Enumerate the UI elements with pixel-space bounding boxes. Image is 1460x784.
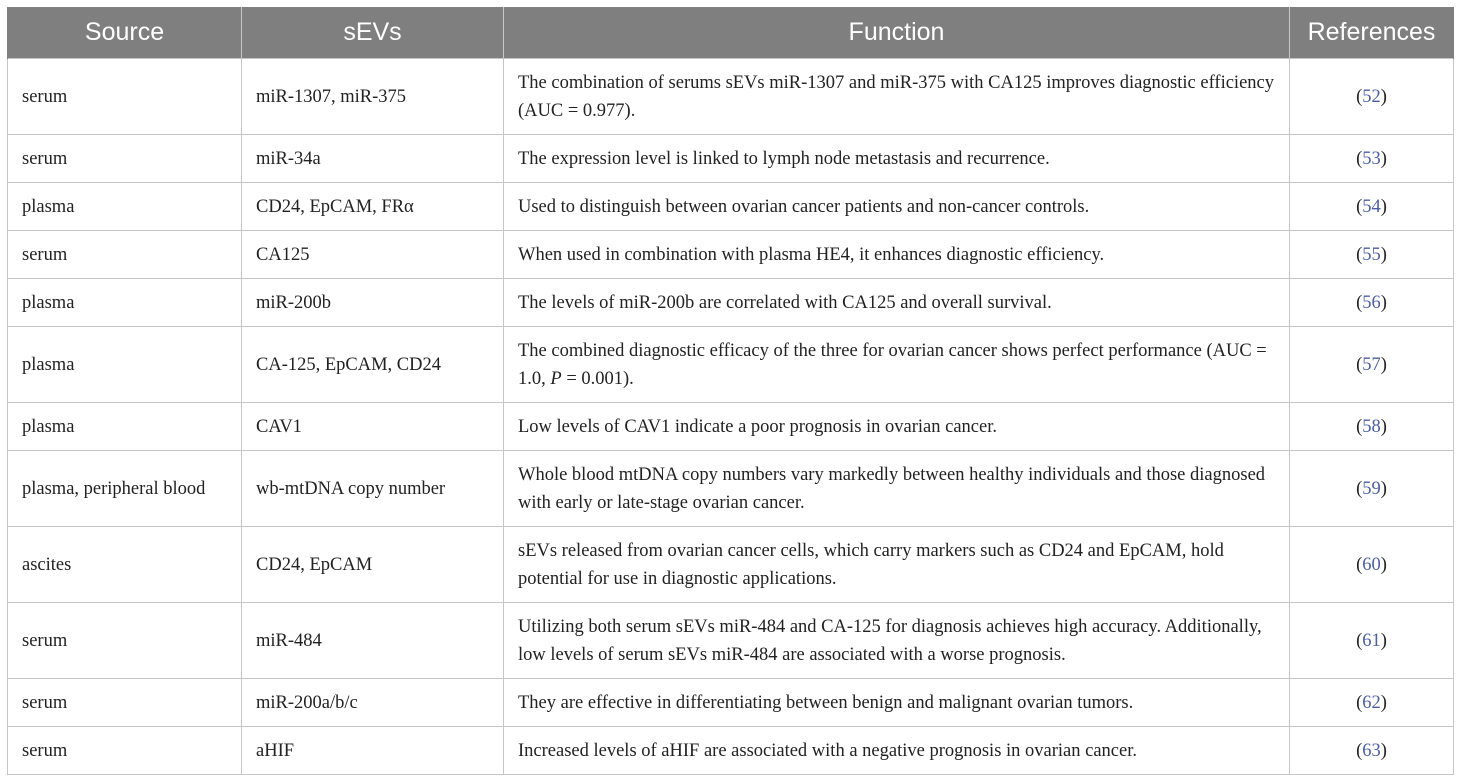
cell-function: The levels of miR-200b are correlated with CA125 and overall survival.: [504, 279, 1290, 327]
cell-sevs: miR-200b: [242, 279, 504, 327]
header-function: Function: [504, 7, 1290, 59]
cell-sevs: CAV1: [242, 403, 504, 451]
cell-function: sEVs released from ovarian cancer cells, which carry markers such as CD24 and EpCAM, hold potential for use in diagnostic applications.: [504, 527, 1290, 603]
cell-function: The expression level is linked to lymph node metastasis and recurrence.: [504, 135, 1290, 183]
table-row: [8, 403, 1454, 451]
reference-link[interactable]: 59: [1362, 478, 1381, 499]
cell-source: serum: [8, 727, 242, 775]
cell-reference: (57): [1290, 327, 1454, 403]
table-row: [8, 679, 1454, 727]
table-row: [8, 603, 1454, 679]
cell-source: plasma: [8, 279, 242, 327]
function-text-start: The combined diagnostic efficacy of the three for ovarian cancer shows perfect performance (AUC = 1.0,: [518, 340, 1267, 389]
table-row: [8, 727, 1454, 775]
table-row: [8, 279, 1454, 327]
cell-source: serum: [8, 135, 242, 183]
cell-source: plasma: [8, 327, 242, 403]
cell-sevs: miR-34a: [242, 135, 504, 183]
cell-source: plasma: [8, 183, 242, 231]
reference-link[interactable]: 61: [1362, 630, 1381, 651]
cell-reference: (52): [1290, 59, 1454, 135]
cell-sevs: aHIF: [242, 727, 504, 775]
cell-reference: (58): [1290, 403, 1454, 451]
cell-function: Low levels of CAV1 indicate a poor prognosis in ovarian cancer.: [504, 403, 1290, 451]
cell-function: When used in combination with plasma HE4, it enhances diagnostic efficiency.: [504, 231, 1290, 279]
header-sevs: sEVs: [242, 7, 504, 59]
table-row: [8, 231, 1454, 279]
cell-function: The combination of serums sEVs miR-1307 and miR-375 with CA125 improves diagnostic efficiency (AUC = 0.977).: [504, 59, 1290, 135]
cell-source: serum: [8, 59, 242, 135]
cell-source: serum: [8, 679, 242, 727]
cell-sevs: miR-200a/b/c: [242, 679, 504, 727]
cell-source: ascites: [8, 527, 242, 603]
cell-sevs: wb-mtDNA copy number: [242, 451, 504, 527]
reference-link[interactable]: 63: [1362, 740, 1381, 761]
reference-link[interactable]: 62: [1362, 692, 1381, 713]
cell-reference: (53): [1290, 135, 1454, 183]
reference-link[interactable]: 58: [1362, 416, 1381, 437]
reference-link[interactable]: 56: [1362, 292, 1381, 313]
table-header: [8, 7, 1454, 59]
cell-function: Utilizing both serum sEVs miR-484 and CA-125 for diagnosis achieves high accuracy. Additionally, low levels of serum sEVs miR-484 are associated with a worse prognosis.: [504, 603, 1290, 679]
cell-reference: (60): [1290, 527, 1454, 603]
reference-link[interactable]: 55: [1362, 244, 1381, 265]
cell-source: plasma: [8, 403, 242, 451]
cell-function: Used to distinguish between ovarian cancer patients and non-cancer controls.: [504, 183, 1290, 231]
reference-link[interactable]: 52: [1362, 86, 1381, 107]
cell-reference: (54): [1290, 183, 1454, 231]
cell-sevs: CA-125, EpCAM, CD24: [242, 327, 504, 403]
cell-sevs: CA125: [242, 231, 504, 279]
cell-function: Whole blood mtDNA copy numbers vary markedly between healthy individuals and those diagnosed with early or late-stage ovarian cancer.: [504, 451, 1290, 527]
cell-sevs: CD24, EpCAM, FRα: [242, 183, 504, 231]
cell-reference: (62): [1290, 679, 1454, 727]
cell-source: serum: [8, 603, 242, 679]
function-text-end: = 0.001).: [561, 368, 634, 389]
reference-link[interactable]: 53: [1362, 148, 1381, 169]
reference-link[interactable]: 60: [1362, 554, 1381, 575]
table-row: [8, 451, 1454, 527]
table-body: [8, 59, 1454, 775]
reference-link[interactable]: 57: [1362, 354, 1381, 375]
table-row: [8, 327, 1454, 403]
cell-reference: (55): [1290, 231, 1454, 279]
cell-source: serum: [8, 231, 242, 279]
reference-link[interactable]: 54: [1362, 196, 1381, 217]
cell-function: They are effective in differentiating between benign and malignant ovarian tumors.: [504, 679, 1290, 727]
header-row: [8, 7, 1454, 59]
cell-reference: (61): [1290, 603, 1454, 679]
cell-reference: (59): [1290, 451, 1454, 527]
header-references: References: [1290, 7, 1454, 59]
header-source: Source: [8, 7, 242, 59]
cell-sevs: CD24, EpCAM: [242, 527, 504, 603]
sevs-table: [7, 7, 1454, 775]
cell-sevs: miR-1307, miR-375: [242, 59, 504, 135]
table-row: [8, 59, 1454, 135]
cell-sevs: miR-484: [242, 603, 504, 679]
table-container: [7, 7, 1453, 775]
table-row: [8, 135, 1454, 183]
cell-function: [504, 327, 1290, 403]
cell-reference: (63): [1290, 727, 1454, 775]
cell-source: plasma, peripheral blood: [8, 451, 242, 527]
table-row: [8, 527, 1454, 603]
table-row: [8, 183, 1454, 231]
cell-function: Increased levels of aHIF are associated with a negative prognosis in ovarian cancer.: [504, 727, 1290, 775]
cell-reference: (56): [1290, 279, 1454, 327]
p-value-symbol: P: [550, 368, 562, 389]
